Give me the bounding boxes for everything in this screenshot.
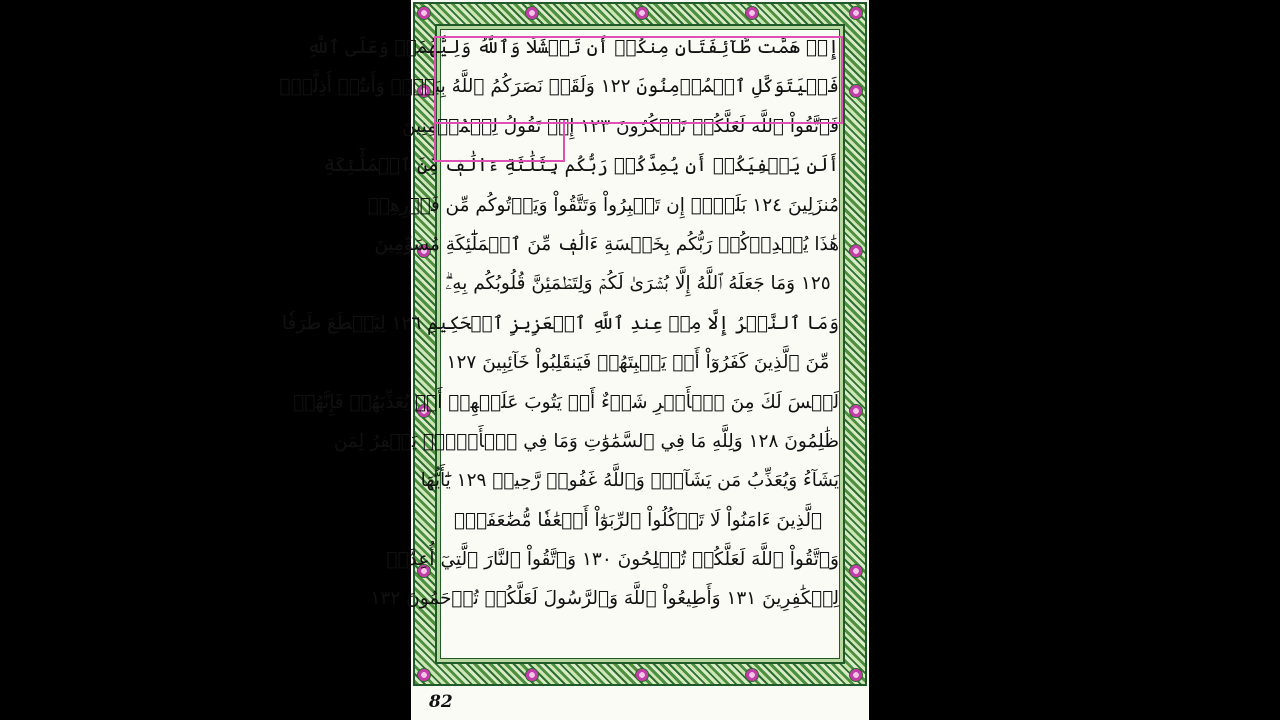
verse-line: فَلۡيَتَوَكَّلِ ٱلۡمُؤۡمِنُونَ ١٢٢ وَلَقَدۡ نَصَرَكُمُ ٱللَّهُ بِبَدۡرٖ وَأَنتُمۡ أَذِلَّةٞۖ xyxy=(279,76,839,98)
border-rosette-icon xyxy=(849,564,863,578)
verse-line: هَٰذَا يُمۡدِدۡكُمۡ رَبُّكُم بِخَمۡسَةِ ءَالَٰفٖ مِّنَ ٱلۡمَلَٰٓئِكَةِ مُسَوِّمِينَ xyxy=(374,233,839,255)
corner-rosette-icon xyxy=(849,668,863,682)
verse-line: ١٢٥ وَمَا جَعَلَهُ ٱللَّهُ إِلَّا بُشۡرَىٰ لَكُمۡ وَلِتَطۡمَئِنَّ قُلُوبُكُم بِهِۦۗ xyxy=(445,273,831,295)
verse-line: يَشَآءُ وَيُعَذِّبُ مَن يَشَآءُۚ وَٱللَّهُ غَفُورٞ رَّحِيمٞ ١٢٩ يَٰٓأَيُّهَا xyxy=(420,470,839,492)
border-rosette-icon xyxy=(745,668,759,682)
verse-line: وَٱتَّقُواْ ٱللَّهَ لَعَلَّكُمۡ تُفۡلِحُونَ ١٣٠ وَٱتَّقُواْ ٱلنَّارَ ٱلَّتِيٓ أُعِدَّتۡ xyxy=(386,549,839,571)
verse-text-block xyxy=(279,28,839,658)
corner-rosette-icon xyxy=(417,668,431,682)
verse-line: ظَٰلِمُونَ ١٢٨ وَلِلَّهِ مَا فِي ٱلسَّمَٰوَٰتِ وَمَا فِي ٱلۡأَرۡضِۚ يَغۡفِرُ لِمَن xyxy=(333,430,839,452)
border-rosette-icon xyxy=(525,668,539,682)
verse-line: مُنزَلِينَ ١٢٤ بَلَىٰٓۚ إِن تَصۡبِرُواْ وَتَتَّقُواْ وَيَأۡتُوكُم مِّن فَوۡرِهِمۡ xyxy=(367,194,839,216)
verse-line: فَٱتَّقُواْ ٱللَّهَ لَعَلَّكُمۡ تَشۡكُرُونَ ١٢٣ إِذۡ تَقُولُ لِلۡمُؤۡمِنِينَ xyxy=(401,115,839,137)
border-rosette-icon xyxy=(849,84,863,98)
border-rosette-icon xyxy=(635,6,649,20)
mushaf-page xyxy=(279,0,869,720)
verse-line: لَيۡسَ لَكَ مِنَ ٱلۡأَمۡرِ شَيۡءٌ أَوۡ يَتُوبَ عَلَيۡهِمۡ أَوۡ يُعَذِّبَهُمۡ فَإِنَّهُمۡ xyxy=(293,391,839,413)
corner-rosette-icon xyxy=(849,6,863,20)
verse-line: وَمَا ٱلنَّصۡرُ إِلَّا مِنۡ عِندِ ٱللَّهِ ٱلۡعَزِيزِ ٱلۡحَكِيمِ ١٢٦ لِيَقۡطَعَ طَرَفٗا xyxy=(281,312,839,334)
corner-rosette-icon xyxy=(417,6,431,20)
verse-line: مِّنَ ٱلَّذِينَ كَفَرُوٓاْ أَوۡ يَكۡبِتَهُمۡ فَيَنقَلِبُواْ خَآئِبِينَ ١٢٧ xyxy=(446,352,830,374)
border-rosette-icon xyxy=(635,668,649,682)
border-rosette-icon xyxy=(849,244,863,258)
verse-line: لِلۡكَٰفِرِينَ ١٣١ وَأَطِيعُواْ ٱللَّهَ وَٱلرَّسُولَ لَعَلَّكُمۡ تُرۡحَمُونَ ١٣٢ xyxy=(370,588,839,610)
verse-line: ٱلَّذِينَ ءَامَنُواْ لَا تَأۡكُلُواْ ٱلرِّبَوٰٓاْ أَضۡعَٰفٗا مُّضَٰعَفَةٗۖ xyxy=(453,509,823,531)
border-rosette-icon xyxy=(745,6,759,20)
border-rosette-icon xyxy=(849,404,863,418)
verse-line: أَلَن يَكۡفِيَكُمۡ أَن يُمِدَّكُمۡ رَبُّكُم بِثَلَٰثَةِ ءَالَٰفٖ مِّنَ ٱلۡمَلَٰٓئِكَةِ xyxy=(323,155,839,177)
verse-line: إِذۡ هَمَّت طَّآئِفَتَانِ مِنكُمۡ أَن تَفۡشَلَا وَٱللَّهُ وَلِيُّهُمَاۗ وَعَلَى ٱللَّهِ xyxy=(307,37,839,58)
page-number: 82 xyxy=(429,692,453,712)
border-rosette-icon xyxy=(525,6,539,20)
